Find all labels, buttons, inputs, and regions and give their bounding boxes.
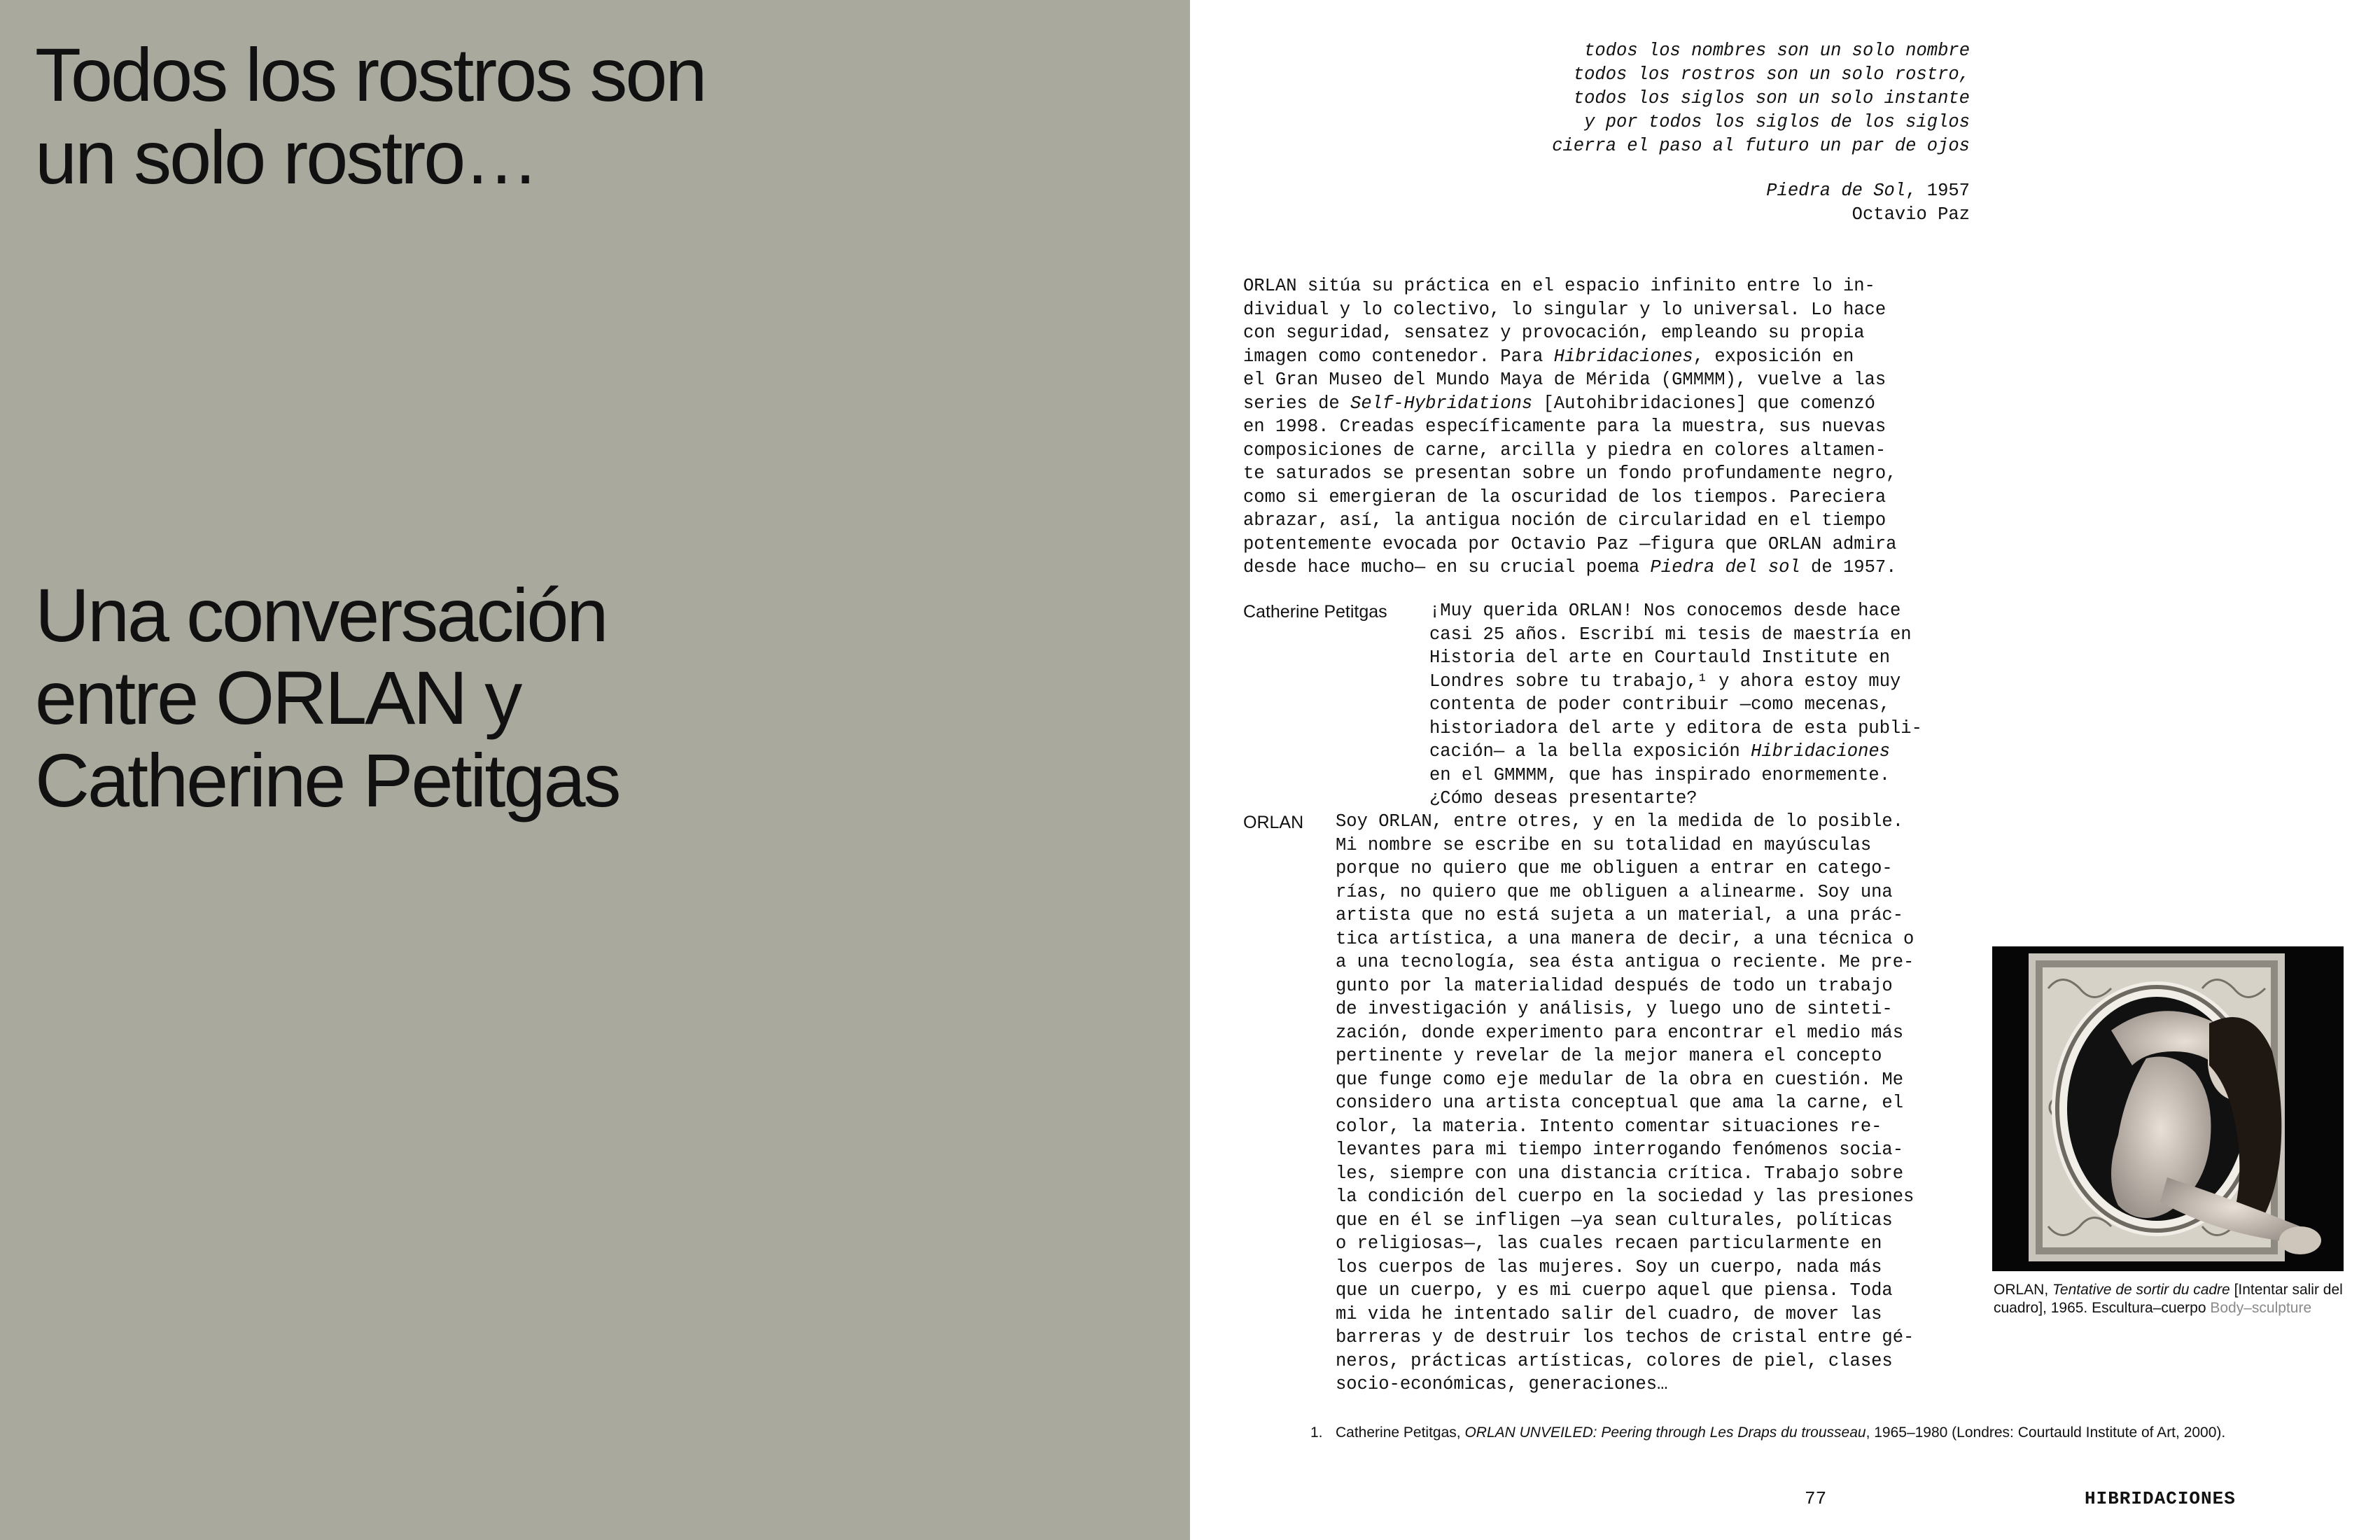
epigraph-source bbox=[1766, 179, 1970, 227]
intro-line: dividual y lo colectivo, lo singular y lo universal. Lo hace bbox=[1243, 299, 1886, 320]
speech-line: color, la materia. Intento comentar situaciones re- bbox=[1336, 1116, 1882, 1137]
intro-line: series de Self-Hybridations [Autohibridaciones] que comenzó bbox=[1243, 393, 1875, 414]
speech-line: Soy ORLAN, entre otres, y en la medida de lo posible. bbox=[1336, 811, 1904, 832]
running-head: HIBRIDACIONES bbox=[2085, 1488, 2236, 1509]
artwork-photo bbox=[1992, 946, 2344, 1271]
title-line: Catherine Petitgas bbox=[35, 738, 620, 822]
speech-line: o religiosas—, las cuales recaen particularmente en bbox=[1336, 1233, 1882, 1254]
speech-line: artista que no está sujeta a un material, a una prác- bbox=[1336, 905, 1904, 925]
speech-orlan bbox=[1336, 810, 1914, 1396]
epigraph-year: , 1957 bbox=[1905, 181, 1970, 201]
intro-line: potentemente evocada por Octavio Paz —figura que ORLAN admira bbox=[1243, 533, 1897, 554]
intro-line: imagen como contenedor. Para Hibridaciones, exposición en bbox=[1243, 346, 1854, 367]
footnote bbox=[1310, 1424, 2246, 1442]
speech-line: porque no quiero que me obliguen a entrar en catego- bbox=[1336, 858, 1893, 878]
title-epigraph-heading bbox=[35, 34, 705, 199]
speech-line: ¿Cómo deseas presentarte? bbox=[1429, 788, 1698, 808]
speaker-name: ORLAN bbox=[1243, 813, 1304, 832]
speech-line: los cuerpos de las mujeres. Soy un cuerpo, nada más bbox=[1336, 1256, 1882, 1278]
intro-line: ORLAN sitúa su práctica en el espacio infinito entre lo in- bbox=[1243, 276, 1875, 296]
speech-line: Historia del arte en Courtauld Institute en bbox=[1429, 648, 1891, 668]
title-line: Una conversación bbox=[35, 573, 607, 657]
speech-line: considero una artista conceptual que ama la carne, el bbox=[1336, 1093, 1904, 1113]
intro-line: con seguridad, sensatez y provocación, empleando su propia bbox=[1243, 323, 1865, 343]
caption-artist: ORLAN, bbox=[1994, 1282, 2053, 1298]
title-line: un solo rostro… bbox=[35, 115, 538, 200]
epigraph-poem bbox=[1552, 39, 1970, 158]
intro-line: el Gran Museo del Mundo Maya de Mérida (GMMMM), vuelve a las bbox=[1243, 370, 1886, 390]
epigraph-work-title: Piedra de Sol bbox=[1766, 181, 1906, 201]
caption-details: [Intentar salir del cuadro], 1965. Escultura–cuerpo bbox=[1994, 1282, 2343, 1316]
speech-line: cación— a la bella exposición Hibridaciones bbox=[1429, 741, 1891, 762]
intro-line: en 1998. Creadas específicamente para la muestra, sus nuevas bbox=[1243, 416, 1886, 437]
speech-line: que en él se infligen —ya sean culturales, políticas bbox=[1336, 1210, 1893, 1231]
epigraph-line: todos los siglos son un solo instante bbox=[1573, 88, 1970, 108]
intro-line: desde hace mucho— en su crucial poema Piedra del sol de 1957. bbox=[1243, 557, 1897, 578]
speech-line: la condición del cuerpo en la sociedad y las presiones bbox=[1336, 1186, 1914, 1207]
speech-line: tica artística, a una manera de decir, a una técnica o bbox=[1336, 928, 1914, 949]
speech-line: Londres sobre tu trabajo,¹ y ahora estoy muy bbox=[1429, 671, 1901, 692]
speech-line: contenta de poder contribuir —como mecenas, bbox=[1429, 694, 1891, 715]
epigraph-author: Octavio Paz bbox=[1851, 204, 1970, 225]
speech-line: Mi nombre se escribe en su totalidad en mayúsculas bbox=[1336, 834, 1872, 855]
speech-line: que un cuerpo, y es mi cuerpo aquel que piensa. Toda bbox=[1336, 1280, 1893, 1301]
footnote-author: Catherine Petitgas, bbox=[1336, 1424, 1465, 1441]
epigraph-line: todos los rostros son un solo rostro, bbox=[1573, 64, 1970, 85]
photo-illustration bbox=[1992, 946, 2344, 1271]
speech-line: levantes para mi tiempo interrogando fenómenos socia- bbox=[1336, 1140, 1904, 1160]
speech-line: les, siempre con una distancia crítica. Trabajo sobre bbox=[1336, 1163, 1904, 1184]
intro-paragraph bbox=[1243, 274, 1970, 580]
title-line: entre ORLAN y bbox=[35, 655, 521, 740]
speech-line: en el GMMMM, que has inspirado enormemente. bbox=[1429, 764, 1891, 785]
speech-line: zación, donde experimento para encontrar el medio más bbox=[1336, 1022, 1904, 1043]
caption-title: Tentative de sortir du cadre bbox=[2052, 1282, 2230, 1298]
title-conversation-heading bbox=[35, 574, 620, 822]
caption-translation: Body–sculpture bbox=[2210, 1300, 2312, 1316]
footnote-details: , 1965–1980 (Londres: Courtauld Institute of Art, 2000). bbox=[1865, 1424, 2226, 1441]
speech-line: gunto por la materialidad después de todo un trabajo bbox=[1336, 975, 1893, 996]
photo-caption bbox=[1994, 1281, 2344, 1317]
epigraph-work-line bbox=[1766, 179, 1970, 203]
speech-line: pertinente y revelar de la mejor manera el concepto bbox=[1336, 1046, 1882, 1066]
speech-line: historiadora del arte y editora de esta publi- bbox=[1429, 718, 1922, 738]
speech-line: ¡Muy querida ORLAN! Nos conocemos desde hace bbox=[1429, 601, 1901, 621]
intro-line: te saturados se presentan sobre un fondo profundamente negro, bbox=[1243, 463, 1897, 484]
speech-line: socio-económicas, generaciones… bbox=[1336, 1374, 1668, 1394]
intro-line: como si emergieran de la oscuridad de los tiempos. Pareciera bbox=[1243, 486, 1886, 507]
epigraph-line: y por todos los siglos de los siglos bbox=[1584, 112, 1970, 132]
speaker-name: Catherine Petitgas bbox=[1243, 602, 1387, 622]
speech-catherine bbox=[1429, 599, 1922, 811]
footnote-title: ORLAN UNVEILED: Peering through Les Draps du trousseau bbox=[1464, 1424, 1866, 1441]
speech-line: a una tecnología, sea ésta antigua o reciente. Me pre- bbox=[1336, 952, 1914, 972]
page-number: 77 bbox=[1805, 1488, 1827, 1509]
intro-line: composiciones de carne, arcilla y piedra en colores altamen- bbox=[1243, 440, 1886, 461]
speech-line: neros, prácticas artísticas, colores de piel, clases bbox=[1336, 1350, 1893, 1371]
intro-line: abrazar, así, la antigua noción de circularidad en el tiempo bbox=[1243, 510, 1886, 531]
footnote-number: 1. bbox=[1310, 1424, 1323, 1441]
epigraph-line: cierra el paso al futuro un par de ojos bbox=[1552, 136, 1970, 156]
speech-line: rías, no quiero que me obliguen a alinearme. Soy una bbox=[1336, 881, 1893, 902]
title-line: Todos los rostros son bbox=[35, 32, 706, 117]
speech-line: barreras y de destruir los techos de cristal entre gé- bbox=[1336, 1327, 1914, 1348]
speech-line: que funge como eje medular de la obra en cuestión. Me bbox=[1336, 1069, 1904, 1090]
epigraph-line: todos los nombres son un solo nombre bbox=[1584, 41, 1970, 61]
speech-line: casi 25 años. Escribí mi tesis de maestría en bbox=[1429, 624, 1912, 645]
speech-line: mi vida he intentado salir del cuadro, de mover las bbox=[1336, 1303, 1882, 1324]
speech-line: de investigación y análisis, y luego uno de sinteti- bbox=[1336, 999, 1893, 1019]
